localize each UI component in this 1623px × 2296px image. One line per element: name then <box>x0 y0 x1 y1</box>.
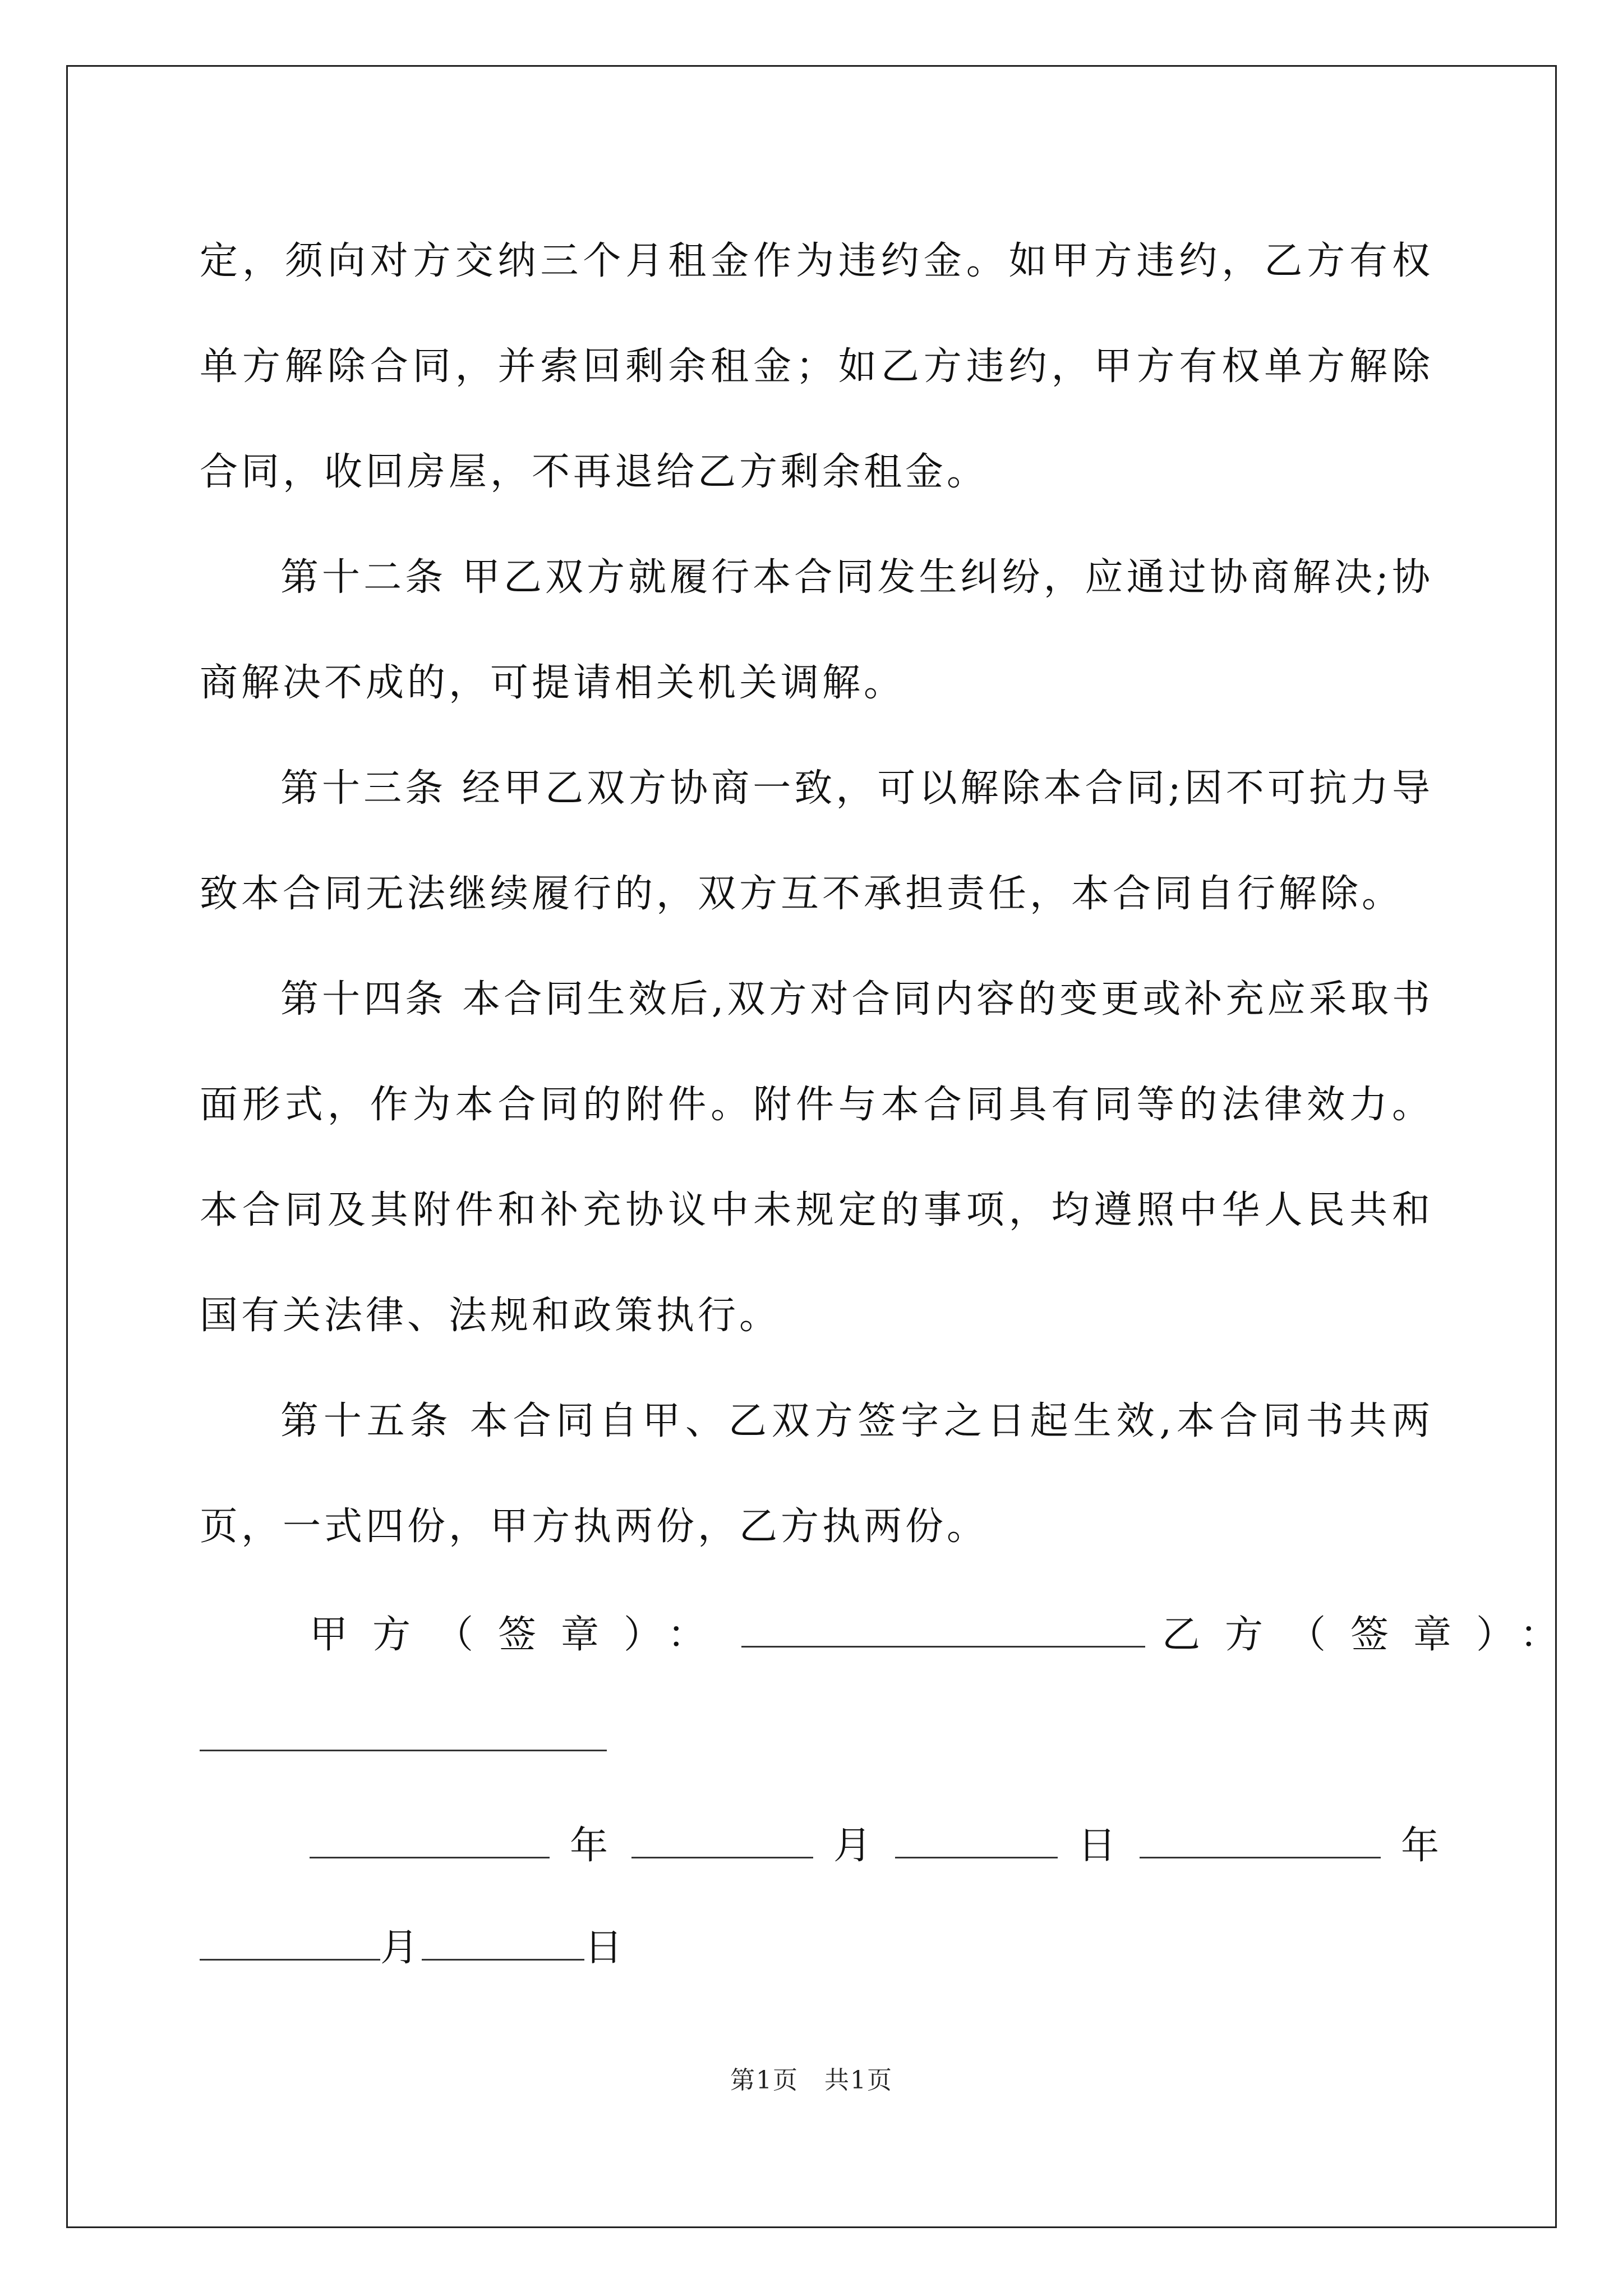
date-row <box>200 1815 1445 1870</box>
party-b-month-blank[interactable] <box>200 1927 380 1961</box>
paragraph-article-13: 第十三条 经甲乙双方协商一致，可以解除本合同;因不可抗力导致本合同无法继续履行的，双方互不承担责任，本合同自行解除。 <box>200 766 1433 916</box>
party-b-signature-blank[interactable] <box>200 1718 607 1751</box>
party-a-year-label: 年 <box>570 1824 612 1868</box>
date-row-continued <box>200 1917 1445 1972</box>
page-number: 第1页 共1页 <box>730 2066 893 2095</box>
party-b-signature-label: 乙方（签章）： <box>1162 1613 1583 1657</box>
party-b-month-label: 月 <box>380 1926 422 1970</box>
party-a-day-blank[interactable] <box>895 1825 1058 1858</box>
party-a-day-label: 日 <box>1078 1824 1120 1868</box>
paragraph-continuation: 定，须向对方交纳三个月租金作为违约金。如甲方违约，乙方有权单方解除合同，并索回剩余租金；如乙方违约，甲方有权单方解除合同，收回房屋，不再退给乙方剩余租金。 <box>200 239 1433 494</box>
party-b-year-label: 年 <box>1401 1824 1443 1868</box>
contract-body <box>200 209 1433 1580</box>
party-a-signature-blank[interactable] <box>741 1614 1145 1648</box>
paragraph-article-12: 第十二条 甲乙双方就履行本合同发生纠纷，应通过协商解决;协商解决不成的，可提请相关机关调解。 <box>200 555 1433 705</box>
paragraph-article-14: 第十四条 本合同生效后,双方对合同内容的变更或补充应采取书面形式，作为本合同的附件。附件与本合同具有同等的法律效力。本合同及其附件和补充协议中未规定的事项，均遵照中华人民共和国有关法律、法规和政策执行。 <box>200 977 1433 1338</box>
party-b-day-blank[interactable] <box>422 1927 584 1961</box>
party-b-year-blank[interactable] <box>1140 1825 1381 1858</box>
signature-row <box>200 1604 1583 1659</box>
party-a-month-blank[interactable] <box>631 1825 813 1858</box>
party-a-month-label: 月 <box>833 1824 875 1868</box>
party-a-year-blank[interactable] <box>310 1825 550 1858</box>
party-b-day-label: 日 <box>584 1926 626 1970</box>
party-a-signature-label: 甲方（签章）： <box>310 1613 731 1657</box>
party-b-signature-row <box>200 1717 1445 1761</box>
paragraph-article-15: 第十五条 本合同自甲、乙双方签字之日起生效,本合同书共两页，一式四份，甲方执两份，乙方执两份。 <box>200 1399 1433 1549</box>
